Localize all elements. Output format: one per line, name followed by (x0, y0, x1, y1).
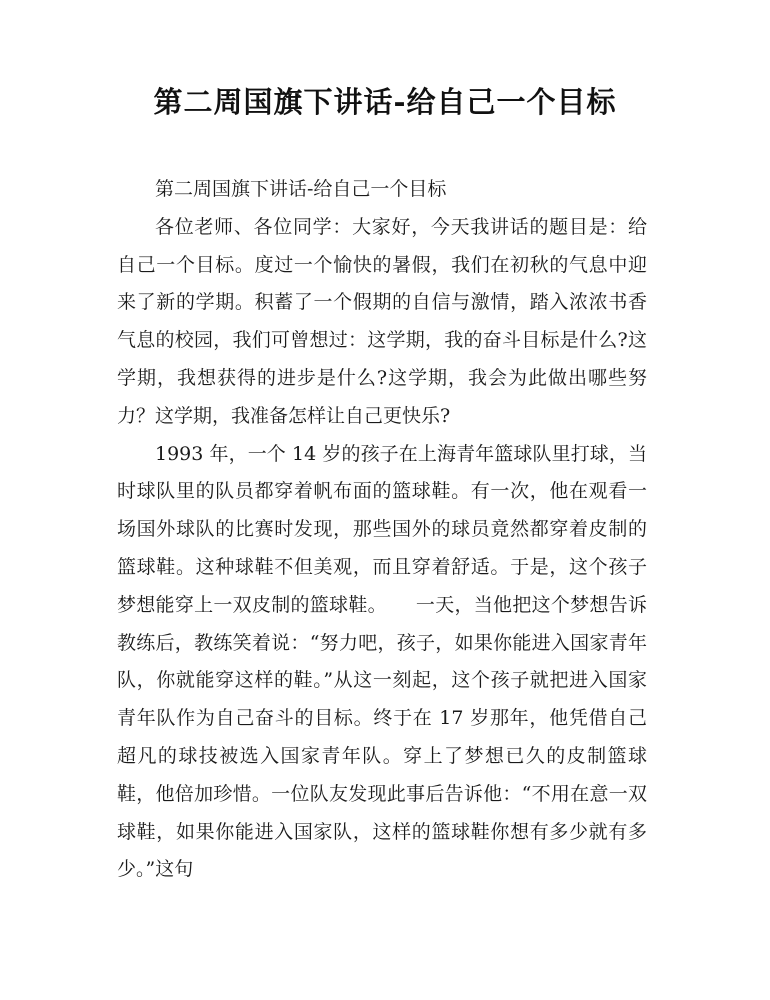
document-body (117, 171, 647, 889)
paragraph-subtitle: 第二周国旗下讲话-给自己一个目标 (155, 178, 447, 200)
paragraph-story: 1993 年，一个 14 岁的孩子在上海青年篮球队里打球，当时球队里的队员都穿着帆布面的篮球鞋。有一次，他在观看一场国外球队的比赛时发现，那些国外的球员竟然都穿着皮制的篮球鞋。这种球鞋不但美观，而且穿着舒适。于是，这个孩子梦想能穿上一双皮制的篮球鞋。 一天，当他把这个梦想告诉教练后，教练笑着说：“努力吧，孩子，如果你能进入国家青年队，你就能穿这样的鞋。”从这一刻起，这个孩子就把进入国家青年队作为自己奋斗的目标。终于在 17 岁那年，他凭借自己超凡的球技被选入国家青年队。穿上了梦想已久的皮制篮球鞋，他倍加珍惜。一位队友发现此事后告诉他：“不用在意一双球鞋，如果你能进入国家队，这样的篮球鞋你想有多少就有多少。”这句 (117, 442, 647, 881)
document-title: 第二周国旗下讲话-给自己一个目标 (153, 85, 617, 119)
paragraph-greeting: 各位老师、各位同学：大家好，今天我讲话的题目是：给自己一个目标。度过一个愉快的暑假，我们在初秋的气息中迎来了新的学期。积蓄了一个假期的自信与激情，踏入浓浓书香气息的校园，我们可曾想过：这学期，我的奋斗目标是什么?这学期，我想获得的进步是什么?这学期，我会为此做出哪些努力？这学期，我准备怎样让自己更快乐? (117, 215, 647, 427)
